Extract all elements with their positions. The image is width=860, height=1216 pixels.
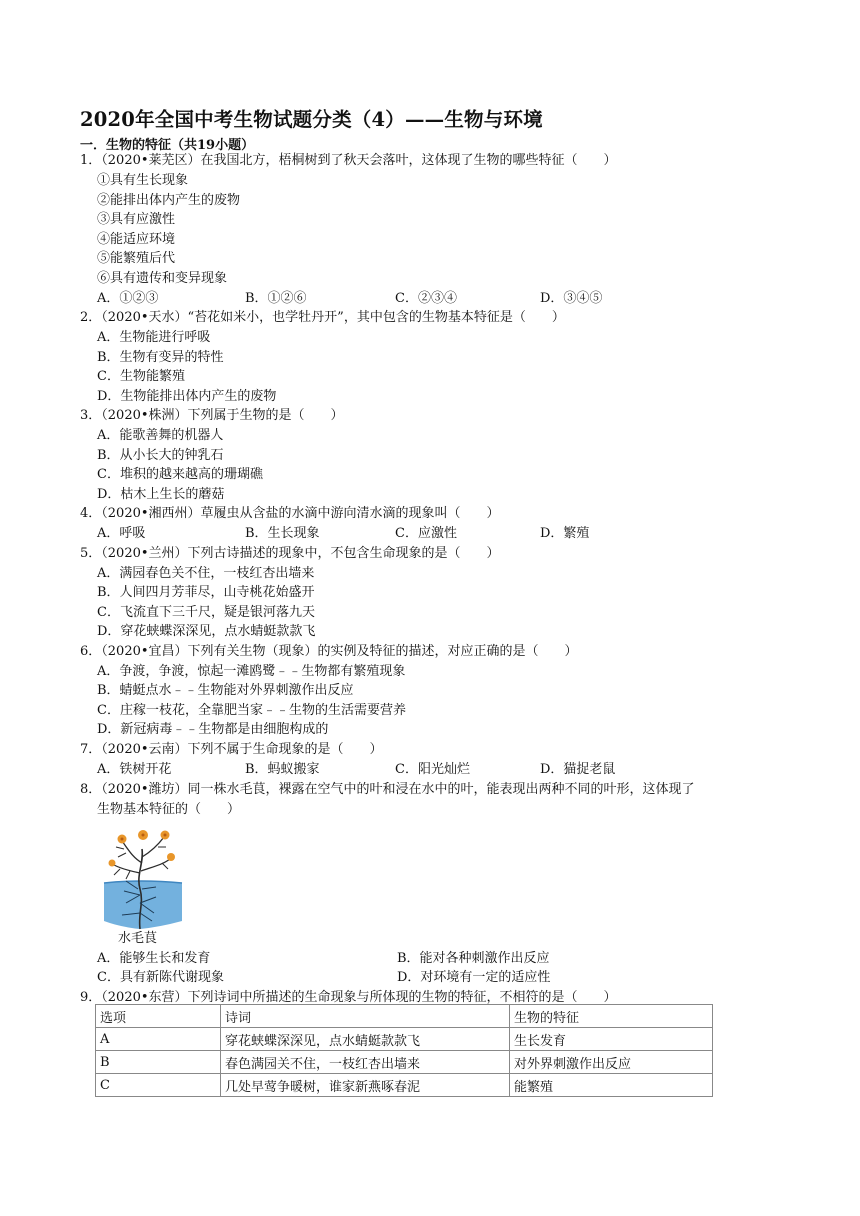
option-d: D．③④⑤	[540, 291, 603, 306]
option-d: D．生物能排出体内产生的废物	[97, 389, 277, 404]
option-c: C．阳光灿烂	[395, 762, 470, 777]
table-cell: C	[96, 1074, 221, 1097]
question-4-stem: 4．（2020•湘西州）草履虫从含盐的水滴中游向清水滴的现象叫（ ）	[80, 506, 500, 521]
option-c: C．堆积的越来越高的珊瑚礁	[97, 467, 263, 482]
table-header-cell: 生物的特征	[510, 1005, 713, 1028]
table-row	[96, 1051, 713, 1074]
table-cell: 春色满园关不住，一枝红杏出墙来	[221, 1051, 510, 1074]
option-a: A．①②③	[97, 291, 159, 306]
option-b: B．人间四月芳菲尽，山寺桃花始盛开	[97, 585, 315, 600]
option-c: C．应激性	[395, 526, 457, 541]
table-cell: 几处早莺争暖树，谁家新燕啄春泥	[221, 1074, 510, 1097]
option-c: C．②③④	[395, 291, 457, 306]
question-1-item: ①具有生长现象	[97, 173, 189, 188]
option-c: C．具有新陈代谢现象	[97, 970, 224, 985]
question-8-stem: 8．（2020•潍坊）同一株水毛茛，裸露在空气中的叶和浸在水中的叶，能表现出两种不同的叶形，这体现了	[80, 782, 695, 797]
question-5-stem: 5．（2020•兰州）下列古诗描述的现象中，不包含生命现象的是（ ）	[80, 546, 500, 561]
table-header-row	[96, 1005, 713, 1028]
question-1-item: ④能适应环境	[97, 232, 176, 247]
option-d: D．穿花蛱蝶深深见，点水蜻蜓款款飞	[97, 624, 316, 639]
question-8-stem-cont: 生物基本特征的（ ）	[97, 802, 241, 817]
option-d: D．新冠病毒﹣﹣生物都是由细胞构成的	[97, 722, 329, 737]
question-6-stem: 6．（2020•宜昌）下列有关生物（现象）的实例及特征的描述，对应正确的是（ ）	[80, 644, 578, 659]
option-d: D．对环境有一定的适应性	[397, 970, 551, 985]
option-b: B．生长现象	[245, 526, 320, 541]
question-9-table	[95, 1004, 713, 1097]
table-row	[96, 1074, 713, 1097]
table-header-cell: 诗词	[221, 1005, 510, 1028]
option-a: A．争渡，争渡，惊起一滩鸥鹭﹣﹣生物都有繁殖现象	[97, 664, 406, 679]
option-a: A．能歌善舞的机器人	[97, 428, 224, 443]
table-cell: 对外界刺激作出反应	[510, 1051, 713, 1074]
question-1-item: ③具有应激性	[97, 212, 176, 227]
question-1-stem: 1．（2020•莱芜区）在我国北方，梧桐树到了秋天会落叶，这体现了生物的哪些特征（ ）	[80, 153, 617, 168]
option-c: C．庄稼一枝花，全靠肥当家﹣﹣生物的生活需要营养	[97, 703, 406, 718]
option-b: B．蜻蜓点水﹣﹣生物能对外界刺激作出反应	[97, 683, 354, 698]
question-7-stem: 7．（2020•云南）下列不属于生命现象的是（ ）	[80, 742, 383, 757]
table-cell: 生长发育	[510, 1028, 713, 1051]
table-row	[96, 1028, 713, 1051]
section-heading: 一．生物的特征（共19小题）	[80, 138, 255, 153]
option-a: A．能够生长和发育	[97, 951, 211, 966]
option-d: D．猫捉老鼠	[540, 762, 616, 777]
option-c: C．生物能繁殖	[97, 369, 185, 384]
question-1-item: ⑤能繁殖后代	[97, 251, 176, 266]
question-9-stem: 9．（2020•东营）下列诗词中所描述的生命现象与所体现的生物的特征，不相符的是（ ）	[80, 990, 617, 1005]
option-d: D．枯木上生长的蘑菇	[97, 487, 225, 502]
option-a: A．呼吸	[97, 526, 146, 541]
table-cell: 穿花蛱蝶深深见，点水蜻蜓款款飞	[221, 1028, 510, 1051]
table-header-cell: 选项	[96, 1005, 221, 1028]
question-1-item: ⑥具有遗传和变异现象	[97, 271, 228, 286]
option-a: A．铁树开花	[97, 762, 172, 777]
question-2-stem: 2．（2020•天水）“苔花如米小，也学牡丹开”，其中包含的生物基本特征是（ ）	[80, 310, 565, 325]
question-1-item: ②能排出体内产生的废物	[97, 193, 241, 208]
option-b: B．从小长大的钟乳石	[97, 448, 224, 463]
table-cell: 能繁殖	[510, 1074, 713, 1097]
option-d: D．繁殖	[540, 526, 590, 541]
option-a: A．生物能进行呼吸	[97, 330, 211, 345]
question-3-stem: 3．（2020•株洲）下列属于生物的是（ ）	[80, 408, 344, 423]
table-cell: A	[96, 1028, 221, 1051]
question-1-options	[97, 289, 797, 308]
option-b: B．①②⑥	[245, 291, 307, 306]
figure-caption: 水毛茛	[118, 931, 158, 946]
option-a: A．满园春色关不住，一枝红杏出墙来	[97, 566, 315, 581]
option-c: C．飞流直下三千尺，疑是银河落九天	[97, 605, 315, 620]
question-4-options	[97, 524, 797, 543]
page-title: 2020年全国中考生物试题分类（4）——生物与环境	[80, 108, 543, 131]
question-7-options	[97, 760, 797, 779]
option-b: B．生物有变异的特性	[97, 350, 224, 365]
table-cell: B	[96, 1051, 221, 1074]
option-b: B．能对各种刺激作出反应	[397, 951, 550, 966]
option-b: B．蚂蚁搬家	[245, 762, 320, 777]
